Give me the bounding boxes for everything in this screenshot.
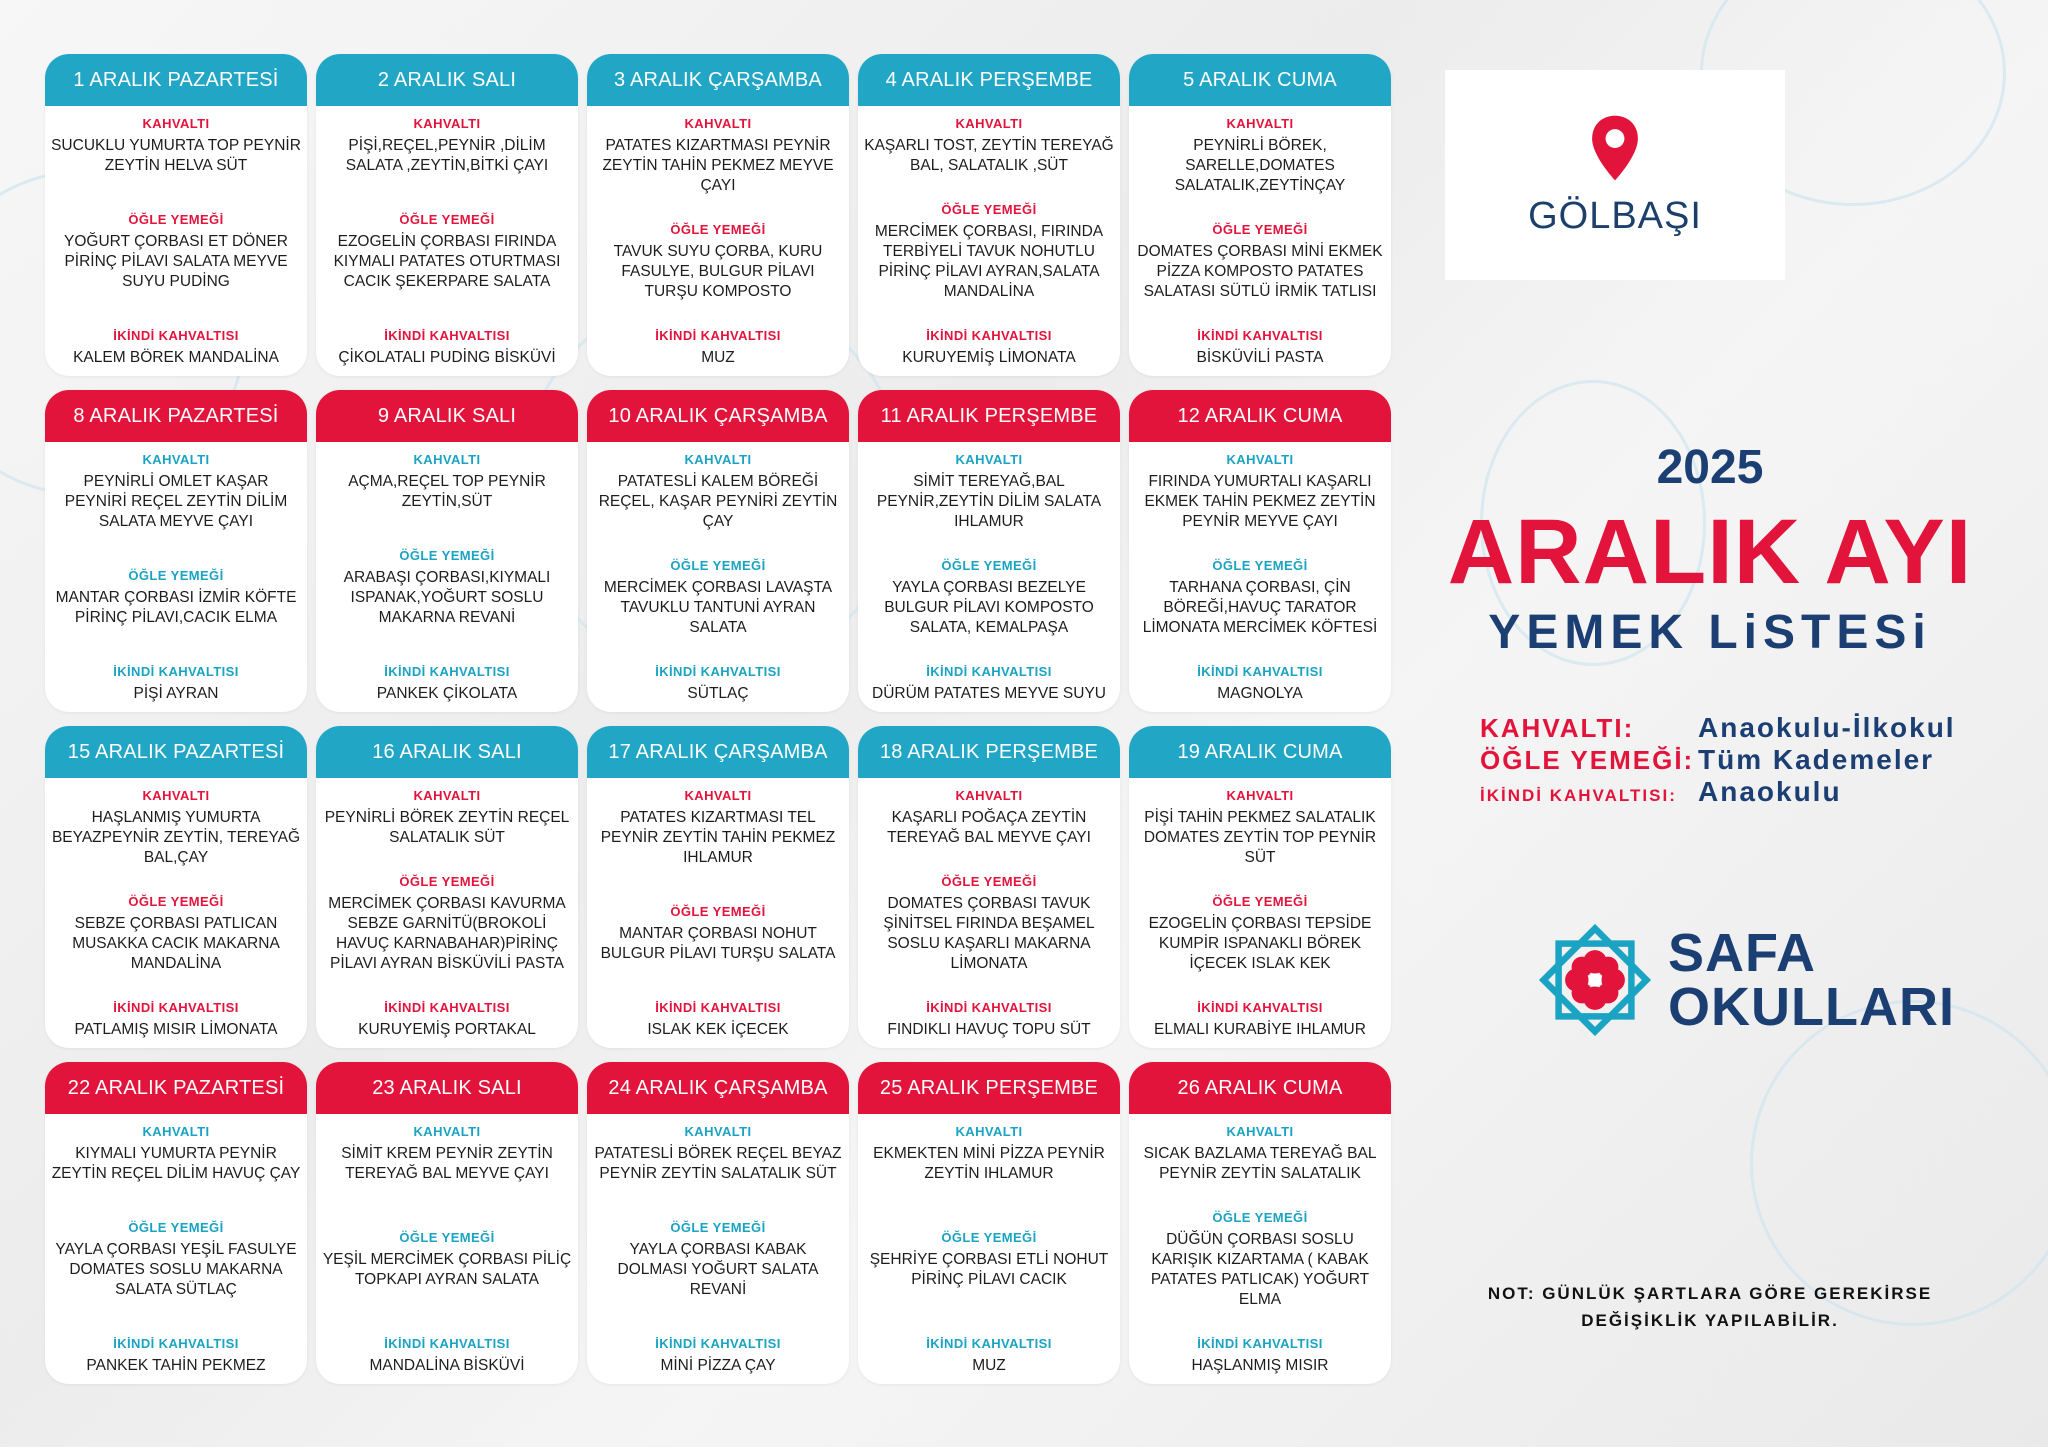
- day-body: [316, 778, 578, 1048]
- legend-value: Anaokulu-İlkokul: [1698, 712, 1956, 743]
- breakfast-section: [593, 452, 843, 532]
- day-card: [858, 726, 1120, 1048]
- day-body: [1129, 1114, 1391, 1384]
- snack-section: [322, 1000, 572, 1040]
- snack-section: [593, 664, 843, 704]
- day-header: 9 ARALIK SALI: [316, 390, 578, 442]
- snack-items: PATLAMIŞ MISIR LİMONATA: [74, 1020, 278, 1038]
- day-card: [1129, 1062, 1391, 1384]
- day-header: 11 ARALIK PERŞEMBE: [858, 390, 1120, 442]
- legend-row: [1480, 744, 2020, 776]
- day-header: 17 ARALIK ÇARŞAMBA: [587, 726, 849, 778]
- snack-items: ÇİKOLATALI PUDİNG BİSKÜVİ: [338, 348, 556, 366]
- lunch-items: MERCİMEK ÇORBASI KAVURMA SEBZE GARNİTÜ(BROKOLİ HAVUÇ KARNABAHAR)PİRİNÇ PİLAVI AYRAN BİSKÜVİLİ PASTA: [328, 894, 566, 973]
- snack-label: İKİNDİ KAHVALTISI: [1197, 663, 1323, 679]
- breakfast-label: KAHVALTI: [1226, 116, 1294, 131]
- breakfast-label: KAHVALTI: [413, 116, 481, 131]
- snack-items: PANKEK TAHİN PEKMEZ: [86, 1356, 266, 1374]
- day-header: 16 ARALIK SALI: [316, 726, 578, 778]
- breakfast-items: PEYNİRLİ OMLET KAŞAR PEYNİRİ REÇEL ZEYTİN DİLİM SALATA MEYVE ÇAYI: [64, 472, 288, 531]
- breakfast-label: KAHVALTI: [684, 452, 752, 467]
- breakfast-label: KAHVALTI: [142, 116, 210, 131]
- lunch-label: ÖĞLE YEMEĞİ: [941, 201, 1037, 217]
- snack-section: [51, 664, 301, 704]
- lunch-items: MERCİMEK ÇORBASI, FIRINDA TERBİYELİ TAVUK NOHUTLU PİRİNÇ PİLAVI AYRAN,SALATA MANDALİNA: [874, 222, 1104, 301]
- brand-line1: SAFA: [1668, 923, 1817, 983]
- snack-items: PANKEK ÇİKOLATA: [376, 684, 518, 702]
- snack-items: BİSKÜVİLİ PASTA: [1196, 348, 1324, 366]
- day-header: 18 ARALIK PERŞEMBE: [858, 726, 1120, 778]
- brand-line2: OKULLARI: [1668, 977, 1955, 1037]
- breakfast-section: [864, 452, 1114, 532]
- breakfast-label: KAHVALTI: [684, 788, 752, 803]
- breakfast-items: EKMEKTEN MİNİ PİZZA PEYNİR ZEYTİN IHLAMUR: [873, 1144, 1105, 1183]
- breakfast-items: PEYNİRLİ BÖREK, SARELLE,DOMATES SALATALIK,ZEYTİNÇAY: [1174, 136, 1346, 195]
- lunch-items: TAVUK SUYU ÇORBA, KURU FASULYE, BULGUR PİLAVI TURŞU KOMPOSTO: [613, 242, 823, 301]
- day-header: 12 ARALIK CUMA: [1129, 390, 1391, 442]
- snack-items: MAGNOLYA: [1217, 684, 1303, 702]
- day-body: [587, 1114, 849, 1384]
- snack-items: ELMALI KURABİYE IHLAMUR: [1154, 1020, 1366, 1038]
- lunch-items: YAYLA ÇORBASI YEŞİL FASULYE DOMATES SOSLU MAKARNA SALATA SÜTLAÇ: [55, 1240, 297, 1299]
- breakfast-items: SICAK BAZLAMA TEREYAĞ BAL PEYNİR ZEYTİN SALATALIK: [1143, 1144, 1377, 1183]
- lunch-label: ÖĞLE YEMEĞİ: [128, 568, 224, 584]
- breakfast-section: [1135, 1124, 1385, 1184]
- breakfast-section: [593, 788, 843, 868]
- legend-value: Anaokulu: [1698, 776, 1842, 807]
- day-header: 3 ARALIK ÇARŞAMBA: [587, 54, 849, 106]
- day-card: [45, 390, 307, 712]
- breakfast-items: KIYMALI YUMURTA PEYNİR ZEYTİN REÇEL DİLİM HAVUÇ ÇAY: [51, 1144, 301, 1183]
- legend-row: [1480, 712, 2020, 744]
- snack-section: [322, 328, 572, 368]
- day-card: [316, 726, 578, 1048]
- breakfast-label: KAHVALTI: [684, 116, 752, 131]
- lunch-label: ÖĞLE YEMEĞİ: [941, 557, 1037, 573]
- legend-key: İKİNDİ KAHVALTISI:: [1480, 786, 1677, 805]
- day-body: [45, 442, 307, 712]
- lunch-section: [1135, 894, 1385, 974]
- breakfast-section: [864, 788, 1114, 848]
- breakfast-items: AÇMA,REÇEL TOP PEYNİR ZEYTİN,SÜT: [348, 472, 546, 511]
- snack-section: [864, 664, 1114, 704]
- brand-logo: [1530, 915, 1955, 1045]
- snack-label: İKİNDİ KAHVALTISI: [113, 663, 239, 679]
- day-card: [858, 390, 1120, 712]
- snack-section: [1135, 1000, 1385, 1040]
- breakfast-label: KAHVALTI: [955, 452, 1023, 467]
- day-header: 19 ARALIK CUMA: [1129, 726, 1391, 778]
- breakfast-items: PATATESLİ KALEM BÖREĞİ REÇEL, KAŞAR PEYNİRİ ZEYTİN ÇAY: [598, 472, 838, 531]
- breakfast-section: [322, 788, 572, 848]
- breakfast-section: [864, 116, 1114, 176]
- breakfast-section: [322, 1124, 572, 1184]
- breakfast-items: SUCUKLU YUMURTA TOP PEYNİR ZEYTİN HELVA SÜT: [51, 136, 301, 175]
- snack-items: KURUYEMİŞ PORTAKAL: [358, 1020, 536, 1038]
- snack-section: [322, 1336, 572, 1376]
- lunch-items: DÜĞÜN ÇORBASI SOSLU KARIŞIK KIZARTAMA ( KABAK PATATES PATLICAK) YOĞURT ELMA: [1150, 1230, 1370, 1309]
- lunch-section: [1135, 222, 1385, 302]
- breakfast-items: KAŞARLI TOST, ZEYTİN TEREYAĞ BAL, SALATALIK ,SÜT: [864, 136, 1114, 175]
- day-header: 22 ARALIK PAZARTESİ: [45, 1062, 307, 1114]
- breakfast-section: [51, 452, 301, 532]
- day-body: [45, 1114, 307, 1384]
- day-card: [1129, 726, 1391, 1048]
- lunch-label: ÖĞLE YEMEĞİ: [399, 1229, 495, 1245]
- breakfast-label: KAHVALTI: [955, 788, 1023, 803]
- lunch-items: YEŞİL MERCİMEK ÇORBASI PİLİÇ TOPKAPI AYRAN SALATA: [322, 1250, 572, 1289]
- snack-items: KURUYEMİŞ LİMONATA: [902, 348, 1076, 366]
- breakfast-label: KAHVALTI: [413, 788, 481, 803]
- title-year: 2025: [1656, 441, 1764, 494]
- breakfast-section: [322, 116, 572, 176]
- day-card: [587, 1062, 849, 1384]
- lunch-label: ÖĞLE YEMEĞİ: [1212, 893, 1308, 909]
- breakfast-items: SİMİT TEREYAĞ,BAL PEYNİR,ZEYTİN DİLİM SALATA IHLAMUR: [876, 472, 1102, 531]
- day-body: [316, 442, 578, 712]
- lunch-items: MERCİMEK ÇORBASI LAVAŞTA TAVUKLU TANTUNİ AYRAN SALATA: [603, 578, 833, 637]
- lunch-label: ÖĞLE YEMEĞİ: [1212, 1209, 1308, 1225]
- breakfast-section: [1135, 452, 1385, 532]
- lunch-items: MANTAR ÇORBASI İZMİR KÖFTE PİRİNÇ PİLAVI,CACIK ELMA: [55, 588, 297, 627]
- breakfast-label: KAHVALTI: [955, 1124, 1023, 1139]
- legend-key: KAHVALTI:: [1480, 713, 1635, 743]
- day-body: [587, 778, 849, 1048]
- breakfast-section: [51, 1124, 301, 1184]
- lunch-label: ÖĞLE YEMEĞİ: [1212, 557, 1308, 573]
- legend-row: [1480, 776, 2020, 808]
- day-card: [45, 1062, 307, 1384]
- day-card: [1129, 54, 1391, 376]
- lunch-section: [322, 212, 572, 292]
- snack-section: [593, 328, 843, 368]
- lunch-label: ÖĞLE YEMEĞİ: [670, 557, 766, 573]
- snack-label: İKİNDİ KAHVALTISI: [384, 1335, 510, 1351]
- breakfast-label: KAHVALTI: [142, 1124, 210, 1139]
- lunch-section: [51, 1220, 301, 1300]
- breakfast-section: [322, 452, 572, 512]
- lunch-label: ÖĞLE YEMEĞİ: [670, 221, 766, 237]
- snack-items: MANDALİNA BİSKÜVİ: [369, 1356, 525, 1374]
- snack-label: İKİNDİ KAHVALTISI: [113, 999, 239, 1015]
- breakfast-section: [864, 1124, 1114, 1184]
- footnote: NOT: GÜNLÜK ŞARTLARA GÖRE GEREKİRSE DEĞİŞİKLİK YAPILABİLİR.: [1487, 1284, 1933, 1331]
- lunch-section: [593, 1220, 843, 1300]
- snack-items: MİNİ PİZZA ÇAY: [660, 1356, 776, 1374]
- snack-section: [1135, 1336, 1385, 1376]
- lunch-section: [864, 202, 1114, 302]
- lunch-label: ÖĞLE YEMEĞİ: [399, 547, 495, 563]
- lunch-section: [593, 904, 843, 964]
- meal-legend: [1480, 712, 2020, 808]
- snack-label: İKİNDİ KAHVALTISI: [1197, 327, 1323, 343]
- breakfast-section: [593, 1124, 843, 1184]
- lunch-section: [1135, 558, 1385, 638]
- breakfast-items: HAŞLANMIŞ YUMURTA BEYAZPEYNİR ZEYTİN, TEREYAĞ BAL,ÇAY: [51, 808, 301, 867]
- breakfast-label: KAHVALTI: [413, 452, 481, 467]
- snack-label: İKİNDİ KAHVALTISI: [926, 663, 1052, 679]
- lunch-section: [51, 894, 301, 974]
- day-body: [316, 1114, 578, 1384]
- day-header: 2 ARALIK SALI: [316, 54, 578, 106]
- legend-value: Tüm Kademeler: [1698, 744, 1935, 775]
- lunch-items: TARHANA ÇORBASI, ÇİN BÖREĞİ,HAVUÇ TARATOR LİMONATA MERCİMEK KÖFTESİ: [1142, 578, 1378, 637]
- day-body: [858, 106, 1120, 376]
- breakfast-label: KAHVALTI: [413, 1124, 481, 1139]
- breakfast-label: KAHVALTI: [1226, 1124, 1294, 1139]
- snack-section: [1135, 328, 1385, 368]
- snack-label: İKİNDİ KAHVALTISI: [655, 327, 781, 343]
- breakfast-items: PATATES KIZARTMASI TEL PEYNİR ZEYTİN TAHİN PEKMEZ IHLAMUR: [600, 808, 836, 867]
- lunch-label: ÖĞLE YEMEĞİ: [128, 211, 224, 227]
- lunch-items: MANTAR ÇORBASI NOHUT BULGUR PİLAVI TURŞU SALATA: [600, 924, 836, 963]
- day-body: [858, 778, 1120, 1048]
- breakfast-items: PEYNİRLİ BÖREK ZEYTİN REÇEL SALATALIK SÜT: [324, 808, 570, 847]
- lunch-label: ÖĞLE YEMEĞİ: [941, 873, 1037, 889]
- day-header: 4 ARALIK PERŞEMBE: [858, 54, 1120, 106]
- breakfast-items: PATATESLİ BÖREK REÇEL BEYAZ PEYNİR ZEYTİN SALATALIK SÜT: [594, 1144, 842, 1183]
- snack-items: MUZ: [972, 1356, 1006, 1374]
- lunch-section: [864, 1230, 1114, 1290]
- lunch-items: YAYLA ÇORBASI BEZELYE BULGUR PİLAVI KOMPOSTO SALATA, KEMALPAŞA: [884, 578, 1094, 637]
- snack-items: MUZ: [701, 348, 735, 366]
- breakfast-label: KAHVALTI: [142, 788, 210, 803]
- lunch-section: [322, 874, 572, 974]
- location-pin-icon: [1587, 113, 1643, 183]
- breakfast-items: SİMİT KREM PEYNİR ZEYTİN TEREYAĞ BAL MEYVE ÇAYI: [341, 1144, 553, 1183]
- lunch-label: ÖĞLE YEMEĞİ: [1212, 221, 1308, 237]
- snack-label: İKİNDİ KAHVALTISI: [384, 663, 510, 679]
- day-header: 1 ARALIK PAZARTESİ: [45, 54, 307, 106]
- flower-logo-icon: [1530, 915, 1660, 1045]
- day-header: 15 ARALIK PAZARTESİ: [45, 726, 307, 778]
- snack-label: İKİNDİ KAHVALTISI: [926, 999, 1052, 1015]
- breakfast-label: KAHVALTI: [1226, 788, 1294, 803]
- day-body: [1129, 778, 1391, 1048]
- lunch-section: [1135, 1210, 1385, 1310]
- location-name: GÖLBAŞI: [1528, 194, 1702, 237]
- day-card: [858, 1062, 1120, 1384]
- day-body: [858, 1114, 1120, 1384]
- breakfast-label: KAHVALTI: [142, 452, 210, 467]
- snack-section: [864, 328, 1114, 368]
- day-card: [45, 726, 307, 1048]
- lunch-label: ÖĞLE YEMEĞİ: [941, 1229, 1037, 1245]
- day-header: 23 ARALIK SALI: [316, 1062, 578, 1114]
- lunch-label: ÖĞLE YEMEĞİ: [128, 1219, 224, 1235]
- snack-label: İKİNDİ KAHVALTISI: [655, 663, 781, 679]
- lunch-items: SEBZE ÇORBASI PATLICAN MUSAKKA CACIK MAKARNA MANDALİNA: [72, 914, 280, 973]
- snack-label: İKİNDİ KAHVALTISI: [655, 1335, 781, 1351]
- breakfast-label: KAHVALTI: [955, 116, 1023, 131]
- snack-label: İKİNDİ KAHVALTISI: [384, 327, 510, 343]
- snack-label: İKİNDİ KAHVALTISI: [113, 327, 239, 343]
- brand-name: [1668, 923, 1955, 1037]
- lunch-items: DOMATES ÇORBASI TAVUK ŞİNİTSEL FIRINDA BEŞAMEL SOSLU KAŞARLI MAKARNA LİMONATA: [883, 894, 1095, 973]
- breakfast-section: [51, 788, 301, 868]
- day-card: [858, 54, 1120, 376]
- snack-section: [1135, 664, 1385, 704]
- day-body: [45, 778, 307, 1048]
- breakfast-section: [1135, 788, 1385, 868]
- day-header: 8 ARALIK PAZARTESİ: [45, 390, 307, 442]
- snack-items: HAŞLANMIŞ MISIR: [1191, 1356, 1329, 1374]
- day-body: [316, 106, 578, 376]
- snack-label: İKİNDİ KAHVALTISI: [1197, 1335, 1323, 1351]
- breakfast-label: KAHVALTI: [1226, 452, 1294, 467]
- snack-items: DÜRÜM PATATES MEYVE SUYU: [872, 684, 1106, 702]
- snack-label: İKİNDİ KAHVALTISI: [1197, 999, 1323, 1015]
- menu-grid: [45, 54, 1391, 1384]
- lunch-items: DOMATES ÇORBASI MİNİ EKMEK PİZZA KOMPOSTO PATATES SALATASI SÜTLÜ İRMİK TATLISI: [1137, 242, 1383, 301]
- lunch-section: [864, 558, 1114, 638]
- day-card: [587, 726, 849, 1048]
- snack-section: [864, 1000, 1114, 1040]
- day-body: [1129, 106, 1391, 376]
- snack-label: İKİNDİ KAHVALTISI: [926, 327, 1052, 343]
- legend-key: ÖĞLE YEMEĞİ:: [1480, 745, 1695, 775]
- day-card: [45, 54, 307, 376]
- snack-section: [51, 1336, 301, 1376]
- lunch-items: ŞEHRİYE ÇORBASI ETLİ NOHUT PİRİNÇ PİLAVI CACIK: [869, 1250, 1109, 1289]
- snack-items: FINDIKLI HAVUÇ TOPU SÜT: [887, 1020, 1091, 1038]
- snack-section: [51, 1000, 301, 1040]
- day-body: [587, 442, 849, 712]
- day-header: 24 ARALIK ÇARŞAMBA: [587, 1062, 849, 1114]
- title-subtitle: YEMEK LiSTESi: [1488, 606, 1932, 659]
- day-card: [316, 54, 578, 376]
- lunch-items: YAYLA ÇORBASI KABAK DOLMASI YOĞURT SALATA REVANİ: [617, 1240, 819, 1299]
- snack-label: İKİNDİ KAHVALTISI: [384, 999, 510, 1015]
- lunch-items: EZOGELİN ÇORBASI FIRINDA KIYMALI PATATES OTURTMASI CACIK ŞEKERPARE SALATA: [333, 232, 561, 291]
- lunch-label: ÖĞLE YEMEĞİ: [399, 211, 495, 227]
- snack-section: [322, 664, 572, 704]
- location-box: [1445, 70, 1785, 280]
- day-body: [858, 442, 1120, 712]
- background-decoration: [1750, 1000, 2048, 1326]
- breakfast-section: [1135, 116, 1385, 196]
- day-card: [1129, 390, 1391, 712]
- breakfast-section: [51, 116, 301, 176]
- day-body: [45, 106, 307, 376]
- lunch-label: ÖĞLE YEMEĞİ: [128, 893, 224, 909]
- lunch-section: [322, 1230, 572, 1290]
- lunch-section: [864, 874, 1114, 974]
- lunch-section: [51, 212, 301, 292]
- lunch-section: [51, 568, 301, 628]
- snack-label: İKİNDİ KAHVALTISI: [926, 1335, 1052, 1351]
- day-card: [587, 390, 849, 712]
- snack-section: [864, 1336, 1114, 1376]
- day-header: 26 ARALIK CUMA: [1129, 1062, 1391, 1114]
- breakfast-section: [593, 116, 843, 196]
- lunch-items: EZOGELİN ÇORBASI TEPSİDE KUMPİR ISPANAKLI BÖREK İÇECEK ISLAK KEK: [1148, 914, 1372, 973]
- day-body: [587, 106, 849, 376]
- lunch-label: ÖĞLE YEMEĞİ: [399, 873, 495, 889]
- breakfast-items: PATATES KIZARTMASI PEYNİR ZEYTİN TAHİN PEKMEZ MEYVE ÇAYI: [602, 136, 834, 195]
- lunch-items: YOĞURT ÇORBASI ET DÖNER PİRİNÇ PİLAVI SALATA MEYVE SUYU PUDİNG: [64, 232, 288, 291]
- title-month: ARALIK AYI: [1447, 501, 1973, 603]
- lunch-items: ARABAŞI ÇORBASI,KIYMALI ISPANAK,YOĞURT SOSLU MAKARNA REVANİ: [343, 568, 551, 627]
- snack-section: [593, 1336, 843, 1376]
- snack-items: PİŞİ AYRAN: [133, 684, 219, 702]
- snack-items: ISLAK KEK İÇECEK: [647, 1020, 789, 1038]
- day-card: [587, 54, 849, 376]
- snack-label: İKİNDİ KAHVALTISI: [113, 1335, 239, 1351]
- breakfast-label: KAHVALTI: [684, 1124, 752, 1139]
- snack-section: [51, 328, 301, 368]
- lunch-label: ÖĞLE YEMEĞİ: [670, 1219, 766, 1235]
- day-card: [316, 390, 578, 712]
- snack-items: SÜTLAÇ: [687, 684, 749, 702]
- day-header: 10 ARALIK ÇARŞAMBA: [587, 390, 849, 442]
- day-header: 5 ARALIK CUMA: [1129, 54, 1391, 106]
- lunch-section: [322, 548, 572, 628]
- day-header: 25 ARALIK PERŞEMBE: [858, 1062, 1120, 1114]
- breakfast-items: FIRINDA YUMURTALI KAŞARLI EKMEK TAHİN PEKMEZ ZEYTİN PEYNİR MEYVE ÇAYI: [1144, 472, 1376, 531]
- lunch-label: ÖĞLE YEMEĞİ: [670, 904, 766, 920]
- snack-label: İKİNDİ KAHVALTISI: [655, 999, 781, 1015]
- day-body: [1129, 442, 1391, 712]
- day-card: [316, 1062, 578, 1384]
- lunch-section: [593, 558, 843, 638]
- snack-items: KALEM BÖREK MANDALİNA: [73, 348, 279, 366]
- breakfast-items: PİŞİ TAHİN PEKMEZ SALATALIK DOMATES ZEYTİN TOP PEYNİR SÜT: [1143, 808, 1377, 867]
- breakfast-items: KAŞARLI POĞAÇA ZEYTİN TEREYAĞ BAL MEYVE ÇAYI: [887, 808, 1091, 847]
- breakfast-items: PİŞİ,REÇEL,PEYNİR ,DİLİM SALATA ,ZEYTİN,BİTKİ ÇAYI: [345, 136, 549, 175]
- snack-section: [593, 1000, 843, 1040]
- lunch-section: [593, 222, 843, 302]
